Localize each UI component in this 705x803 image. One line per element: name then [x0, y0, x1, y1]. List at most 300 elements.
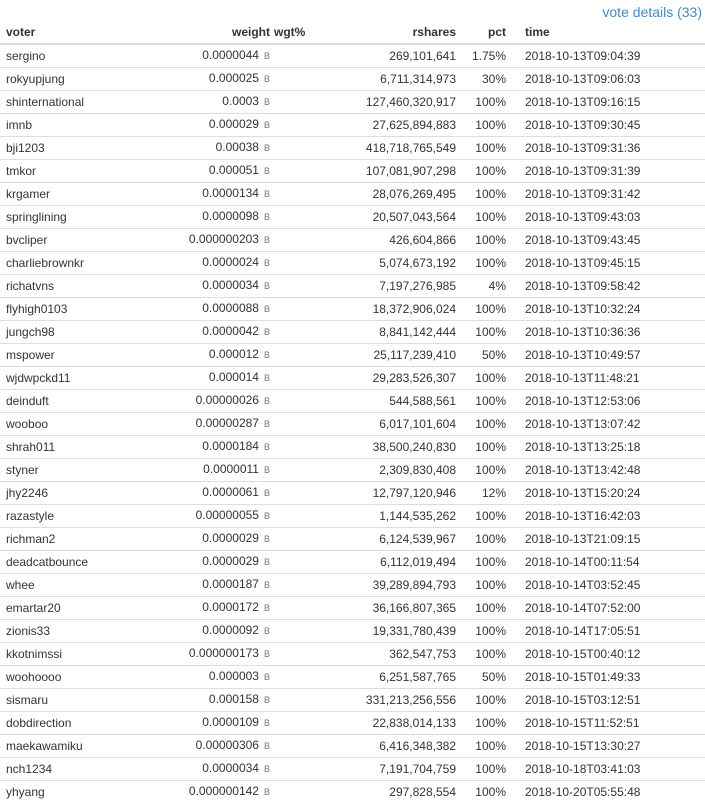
table-row — [0, 505, 705, 528]
table-row — [0, 229, 705, 252]
table-row — [0, 68, 705, 91]
weight-value: 0.0000029 — [202, 531, 259, 545]
pct-cell: 1.75% — [458, 44, 516, 68]
voter-link[interactable]: woohoooo — [6, 670, 61, 684]
weight-value: 0.0003 — [222, 94, 259, 108]
weight-unit: B — [264, 143, 270, 153]
weight-value: 0.0000061 — [202, 485, 259, 499]
weight-cell — [160, 183, 274, 206]
time-cell: 2018-10-15T13:30:27 — [516, 735, 705, 758]
pct-cell: 100% — [458, 321, 516, 344]
voter-cell — [0, 183, 160, 206]
pct-cell: 12% — [458, 482, 516, 505]
time-cell: 2018-10-13T09:30:45 — [516, 114, 705, 137]
weight-cell — [160, 206, 274, 229]
wgt-percent-cell — [274, 620, 334, 643]
weight-value: 0.0000098 — [202, 209, 259, 223]
table-row — [0, 528, 705, 551]
table-row — [0, 344, 705, 367]
time-cell: 2018-10-13T11:48:21 — [516, 367, 705, 390]
voter-link[interactable]: wjdwpckd11 — [6, 371, 70, 385]
weight-unit: B — [264, 166, 270, 176]
wgt-percent-cell — [274, 482, 334, 505]
rshares-cell: 331,213,256,556 — [334, 689, 458, 712]
weight-cell — [160, 114, 274, 137]
rshares-cell: 6,711,314,973 — [334, 68, 458, 91]
rshares-cell: 27,625,894,883 — [334, 114, 458, 137]
weight-value: 0.0000134 — [202, 186, 259, 200]
rshares-cell: 38,500,240,830 — [334, 436, 458, 459]
pct-cell: 50% — [458, 666, 516, 689]
weight-value: 0.0000187 — [202, 577, 259, 591]
weight-unit: B — [264, 534, 270, 544]
wgt-percent-cell — [274, 551, 334, 574]
pct-cell: 100% — [458, 781, 516, 803]
table-row — [0, 183, 705, 206]
weight-cell — [160, 160, 274, 183]
wgt-percent-cell — [274, 712, 334, 735]
voter-cell — [0, 436, 160, 459]
rshares-cell: 2,309,830,408 — [334, 459, 458, 482]
pct-cell: 100% — [458, 114, 516, 137]
weight-cell — [160, 574, 274, 597]
voter-cell — [0, 689, 160, 712]
weight-cell — [160, 321, 274, 344]
voter-cell — [0, 252, 160, 275]
weight-unit: B — [264, 603, 270, 613]
rshares-cell: 107,081,907,298 — [334, 160, 458, 183]
time-cell: 2018-10-13T09:16:15 — [516, 91, 705, 114]
weight-value: 0.0000092 — [202, 623, 259, 637]
wgt-percent-cell — [274, 390, 334, 413]
time-cell: 2018-10-18T03:41:03 — [516, 758, 705, 781]
weight-cell — [160, 44, 274, 68]
weight-unit: B — [264, 764, 270, 774]
table-row — [0, 44, 705, 68]
wgt-percent-cell — [274, 114, 334, 137]
rshares-cell: 6,112,019,494 — [334, 551, 458, 574]
table-row — [0, 666, 705, 689]
rshares-cell: 36,166,807,365 — [334, 597, 458, 620]
pct-cell: 100% — [458, 160, 516, 183]
voter-cell — [0, 229, 160, 252]
weight-value: 0.0000029 — [202, 554, 259, 568]
wgt-percent-cell — [274, 206, 334, 229]
table-row — [0, 160, 705, 183]
rshares-cell: 6,416,348,382 — [334, 735, 458, 758]
column-header-weight[interactable]: weight — [160, 21, 274, 44]
time-cell: 2018-10-14T17:05:51 — [516, 620, 705, 643]
table-row — [0, 390, 705, 413]
votes-table-body — [0, 44, 705, 803]
weight-cell — [160, 91, 274, 114]
wgt-percent-cell — [274, 666, 334, 689]
time-cell: 2018-10-20T05:55:48 — [516, 781, 705, 803]
wgt-percent-cell — [274, 505, 334, 528]
weight-value: 0.000012 — [209, 347, 259, 361]
rshares-cell: 25,117,239,410 — [334, 344, 458, 367]
wgt-percent-cell — [274, 137, 334, 160]
weight-unit: B — [264, 373, 270, 383]
weight-unit: B — [264, 511, 270, 521]
weight-cell — [160, 367, 274, 390]
rshares-cell: 127,460,320,917 — [334, 91, 458, 114]
weight-unit: B — [264, 258, 270, 268]
rshares-cell: 12,797,120,946 — [334, 482, 458, 505]
voter-link[interactable]: dobdirection — [6, 716, 71, 730]
weight-cell — [160, 781, 274, 803]
time-cell: 2018-10-13T09:45:15 — [516, 252, 705, 275]
table-row — [0, 620, 705, 643]
voter-cell — [0, 459, 160, 482]
column-header-pct[interactable]: pct — [458, 21, 516, 44]
weight-value: 0.00000026 — [196, 393, 259, 407]
weight-value: 0.000051 — [209, 163, 259, 177]
wgt-percent-cell — [274, 367, 334, 390]
pct-cell: 100% — [458, 712, 516, 735]
time-cell: 2018-10-13T15:20:24 — [516, 482, 705, 505]
table-row — [0, 114, 705, 137]
voter-link[interactable]: emartar20 — [6, 601, 61, 615]
table-row — [0, 436, 705, 459]
voter-cell — [0, 413, 160, 436]
voter-cell — [0, 114, 160, 137]
voter-cell — [0, 528, 160, 551]
wgt-percent-cell — [274, 183, 334, 206]
weight-cell — [160, 390, 274, 413]
voter-link[interactable]: flyhigh0103 — [6, 302, 67, 316]
weight-cell — [160, 68, 274, 91]
voter-link[interactable]: charliebrownkr — [6, 256, 84, 270]
time-cell: 2018-10-15T03:12:51 — [516, 689, 705, 712]
wgt-percent-cell — [274, 758, 334, 781]
time-cell: 2018-10-13T13:25:18 — [516, 436, 705, 459]
pct-cell: 100% — [458, 367, 516, 390]
voter-link[interactable]: jungch98 — [6, 325, 55, 339]
table-row — [0, 781, 705, 803]
wgt-percent-cell — [274, 528, 334, 551]
pct-cell: 100% — [458, 689, 516, 712]
weight-value: 0.0000172 — [202, 600, 259, 614]
wgt-percent-cell — [274, 781, 334, 803]
table-row — [0, 689, 705, 712]
weight-value: 0.00000306 — [196, 738, 259, 752]
wgt-percent-cell — [274, 344, 334, 367]
vote-details-link[interactable]: vote details (33) — [602, 4, 702, 20]
rshares-cell: 1,144,535,262 — [334, 505, 458, 528]
voter-link[interactable]: sergino — [6, 49, 45, 63]
voter-link[interactable]: shrah011 — [6, 440, 55, 454]
table-row — [0, 413, 705, 436]
rshares-cell: 28,076,269,495 — [334, 183, 458, 206]
table-row — [0, 275, 705, 298]
wgt-percent-cell — [274, 643, 334, 666]
voter-cell — [0, 643, 160, 666]
wgt-percent-cell — [274, 229, 334, 252]
wgt-percent-cell — [274, 436, 334, 459]
time-cell: 2018-10-13T12:53:06 — [516, 390, 705, 413]
time-cell: 2018-10-13T10:36:36 — [516, 321, 705, 344]
weight-unit: B — [264, 120, 270, 130]
pct-cell: 100% — [458, 252, 516, 275]
weight-unit: B — [264, 235, 270, 245]
votes-table — [0, 21, 705, 803]
voter-cell — [0, 390, 160, 413]
rshares-cell: 8,841,142,444 — [334, 321, 458, 344]
weight-unit: B — [264, 787, 270, 797]
voter-link[interactable]: tmkor — [6, 164, 36, 178]
voter-link[interactable]: nch1234 — [6, 762, 52, 776]
weight-value: 0.000003 — [209, 669, 259, 683]
voter-cell — [0, 137, 160, 160]
weight-unit: B — [264, 327, 270, 337]
time-cell: 2018-10-13T09:31:42 — [516, 183, 705, 206]
voter-cell — [0, 551, 160, 574]
pct-cell: 100% — [458, 758, 516, 781]
wgt-percent-cell — [274, 597, 334, 620]
pct-cell: 100% — [458, 597, 516, 620]
weight-unit: B — [264, 396, 270, 406]
weight-cell — [160, 551, 274, 574]
rshares-cell: 7,191,704,759 — [334, 758, 458, 781]
voter-link[interactable]: richman2 — [6, 532, 55, 546]
rshares-cell: 7,197,276,985 — [334, 275, 458, 298]
rshares-cell: 18,372,906,024 — [334, 298, 458, 321]
rshares-cell: 29,283,526,307 — [334, 367, 458, 390]
weight-unit: B — [264, 718, 270, 728]
pct-cell: 100% — [458, 459, 516, 482]
wgt-percent-cell — [274, 735, 334, 758]
voter-link[interactable]: whee — [6, 578, 35, 592]
time-cell: 2018-10-13T16:42:03 — [516, 505, 705, 528]
weight-unit: B — [264, 488, 270, 498]
weight-unit: B — [264, 580, 270, 590]
pct-cell: 100% — [458, 436, 516, 459]
voter-cell — [0, 206, 160, 229]
voter-link[interactable]: wooboo — [6, 417, 48, 431]
voter-cell — [0, 44, 160, 68]
weight-unit: B — [264, 672, 270, 682]
wgt-percent-cell — [274, 68, 334, 91]
weight-value: 0.000158 — [209, 692, 259, 706]
weight-value: 0.0000042 — [202, 324, 259, 338]
table-row — [0, 574, 705, 597]
weight-cell — [160, 689, 274, 712]
voter-link[interactable]: springlining — [6, 210, 67, 224]
voter-link[interactable]: imnb — [6, 118, 32, 132]
table-row — [0, 206, 705, 229]
weight-value: 0.000025 — [209, 71, 259, 85]
time-cell: 2018-10-14T00:11:54 — [516, 551, 705, 574]
time-cell: 2018-10-13T13:07:42 — [516, 413, 705, 436]
weight-cell — [160, 758, 274, 781]
weight-cell — [160, 137, 274, 160]
weight-cell — [160, 298, 274, 321]
voter-cell — [0, 344, 160, 367]
weight-value: 0.000000203 — [189, 232, 259, 246]
table-row — [0, 712, 705, 735]
voter-link[interactable]: kkotnimssi — [6, 647, 62, 661]
rshares-cell: 426,604,866 — [334, 229, 458, 252]
weight-value: 0.000014 — [209, 370, 259, 384]
weight-cell — [160, 712, 274, 735]
time-cell: 2018-10-13T10:32:24 — [516, 298, 705, 321]
voter-cell — [0, 574, 160, 597]
table-header-row — [0, 21, 705, 44]
weight-value: 0.00000055 — [196, 508, 259, 522]
voter-link[interactable]: bji1203 — [6, 141, 45, 155]
pct-cell: 100% — [458, 413, 516, 436]
rshares-cell: 269,101,641 — [334, 44, 458, 68]
weight-unit: B — [264, 51, 270, 61]
weight-value: 0.0000184 — [202, 439, 259, 453]
time-cell: 2018-10-14T07:52:00 — [516, 597, 705, 620]
weight-unit: B — [264, 741, 270, 751]
pct-cell: 100% — [458, 91, 516, 114]
voter-link[interactable]: styner — [6, 463, 39, 477]
voter-cell — [0, 781, 160, 803]
rshares-cell: 297,828,554 — [334, 781, 458, 803]
voter-link[interactable]: jhy2246 — [6, 486, 48, 500]
pct-cell: 100% — [458, 574, 516, 597]
voter-link[interactable]: sismaru — [6, 693, 48, 707]
time-cell: 2018-10-14T03:52:45 — [516, 574, 705, 597]
weight-value: 0.0000011 — [203, 462, 259, 476]
voter-cell — [0, 91, 160, 114]
time-cell: 2018-10-13T21:09:15 — [516, 528, 705, 551]
weight-value: 0.0000024 — [202, 255, 259, 269]
time-cell: 2018-10-13T09:31:36 — [516, 137, 705, 160]
weight-cell — [160, 459, 274, 482]
weight-value: 0.0000044 — [202, 48, 259, 62]
rshares-cell: 22,838,014,133 — [334, 712, 458, 735]
weight-value: 0.00038 — [216, 140, 259, 154]
wgt-percent-cell — [274, 91, 334, 114]
voter-cell — [0, 597, 160, 620]
weight-value: 0.00000287 — [196, 416, 259, 430]
table-row — [0, 321, 705, 344]
pct-cell: 100% — [458, 735, 516, 758]
rshares-cell: 544,588,561 — [334, 390, 458, 413]
voter-link[interactable]: krgamer — [6, 187, 50, 201]
table-row — [0, 735, 705, 758]
column-header-time[interactable]: time — [516, 21, 705, 44]
wgt-percent-cell — [274, 160, 334, 183]
weight-unit: B — [264, 74, 270, 84]
weight-cell — [160, 344, 274, 367]
table-row — [0, 298, 705, 321]
voter-link[interactable]: deinduft — [6, 394, 49, 408]
wgt-percent-cell — [274, 321, 334, 344]
weight-unit: B — [264, 281, 270, 291]
weight-value: 0.0000034 — [202, 278, 259, 292]
time-cell: 2018-10-13T13:42:48 — [516, 459, 705, 482]
weight-unit: B — [264, 626, 270, 636]
pct-cell: 100% — [458, 551, 516, 574]
rshares-cell: 6,124,539,967 — [334, 528, 458, 551]
table-row — [0, 551, 705, 574]
column-header-wgt-percent[interactable]: wgt% — [274, 21, 334, 44]
time-cell: 2018-10-13T09:31:39 — [516, 160, 705, 183]
voter-cell — [0, 68, 160, 91]
pct-cell: 100% — [458, 206, 516, 229]
table-row — [0, 91, 705, 114]
voter-cell — [0, 712, 160, 735]
voter-link[interactable]: shinternational — [6, 95, 84, 109]
pct-cell: 100% — [458, 298, 516, 321]
weight-value: 0.000000142 — [189, 784, 259, 798]
rshares-cell: 362,547,753 — [334, 643, 458, 666]
time-cell: 2018-10-13T09:43:45 — [516, 229, 705, 252]
rshares-cell: 6,251,587,765 — [334, 666, 458, 689]
pct-cell: 100% — [458, 390, 516, 413]
rshares-cell: 5,074,673,192 — [334, 252, 458, 275]
time-cell: 2018-10-13T10:49:57 — [516, 344, 705, 367]
time-cell: 2018-10-13T09:58:42 — [516, 275, 705, 298]
voter-link[interactable]: zionis33 — [6, 624, 50, 638]
column-header-rshares[interactable]: rshares — [334, 21, 458, 44]
table-row — [0, 597, 705, 620]
voter-cell — [0, 321, 160, 344]
weight-value: 0.000000173 — [189, 646, 259, 660]
weight-cell — [160, 436, 274, 459]
voter-cell — [0, 758, 160, 781]
time-cell: 2018-10-15T00:40:12 — [516, 643, 705, 666]
voter-link[interactable]: maekawamiku — [6, 739, 83, 753]
column-header-voter[interactable]: voter — [0, 21, 160, 44]
weight-unit: B — [264, 350, 270, 360]
weight-value: 0.0000088 — [202, 301, 259, 315]
pct-cell: 100% — [458, 229, 516, 252]
rshares-cell: 19,331,780,439 — [334, 620, 458, 643]
weight-cell — [160, 482, 274, 505]
weight-cell — [160, 620, 274, 643]
voter-link[interactable]: bvcliper — [6, 233, 47, 247]
time-cell: 2018-10-13T09:06:03 — [516, 68, 705, 91]
weight-unit: B — [264, 419, 270, 429]
voter-cell — [0, 160, 160, 183]
rshares-cell: 418,718,765,549 — [334, 137, 458, 160]
voter-link[interactable]: mspower — [6, 348, 55, 362]
wgt-percent-cell — [274, 574, 334, 597]
weight-cell — [160, 505, 274, 528]
weight-unit: B — [264, 442, 270, 452]
time-cell: 2018-10-13T09:04:39 — [516, 44, 705, 68]
voter-link[interactable]: richatvns — [6, 279, 54, 293]
time-cell: 2018-10-13T09:43:03 — [516, 206, 705, 229]
wgt-percent-cell — [274, 44, 334, 68]
voter-cell — [0, 275, 160, 298]
voter-link[interactable]: rokyupjung — [6, 72, 65, 86]
voter-link[interactable]: razastyle — [6, 509, 54, 523]
voter-cell — [0, 367, 160, 390]
voter-cell — [0, 482, 160, 505]
pct-cell: 100% — [458, 620, 516, 643]
table-row — [0, 137, 705, 160]
rshares-cell: 6,017,101,604 — [334, 413, 458, 436]
voter-link[interactable]: deadcatbounce — [6, 555, 88, 569]
pct-cell: 100% — [458, 183, 516, 206]
voter-link[interactable]: yhyang — [6, 785, 45, 799]
weight-cell — [160, 528, 274, 551]
voter-cell — [0, 735, 160, 758]
weight-unit: B — [264, 212, 270, 222]
voter-cell — [0, 666, 160, 689]
pct-cell: 30% — [458, 68, 516, 91]
time-cell: 2018-10-15T11:52:51 — [516, 712, 705, 735]
voter-cell — [0, 505, 160, 528]
pct-cell: 100% — [458, 137, 516, 160]
